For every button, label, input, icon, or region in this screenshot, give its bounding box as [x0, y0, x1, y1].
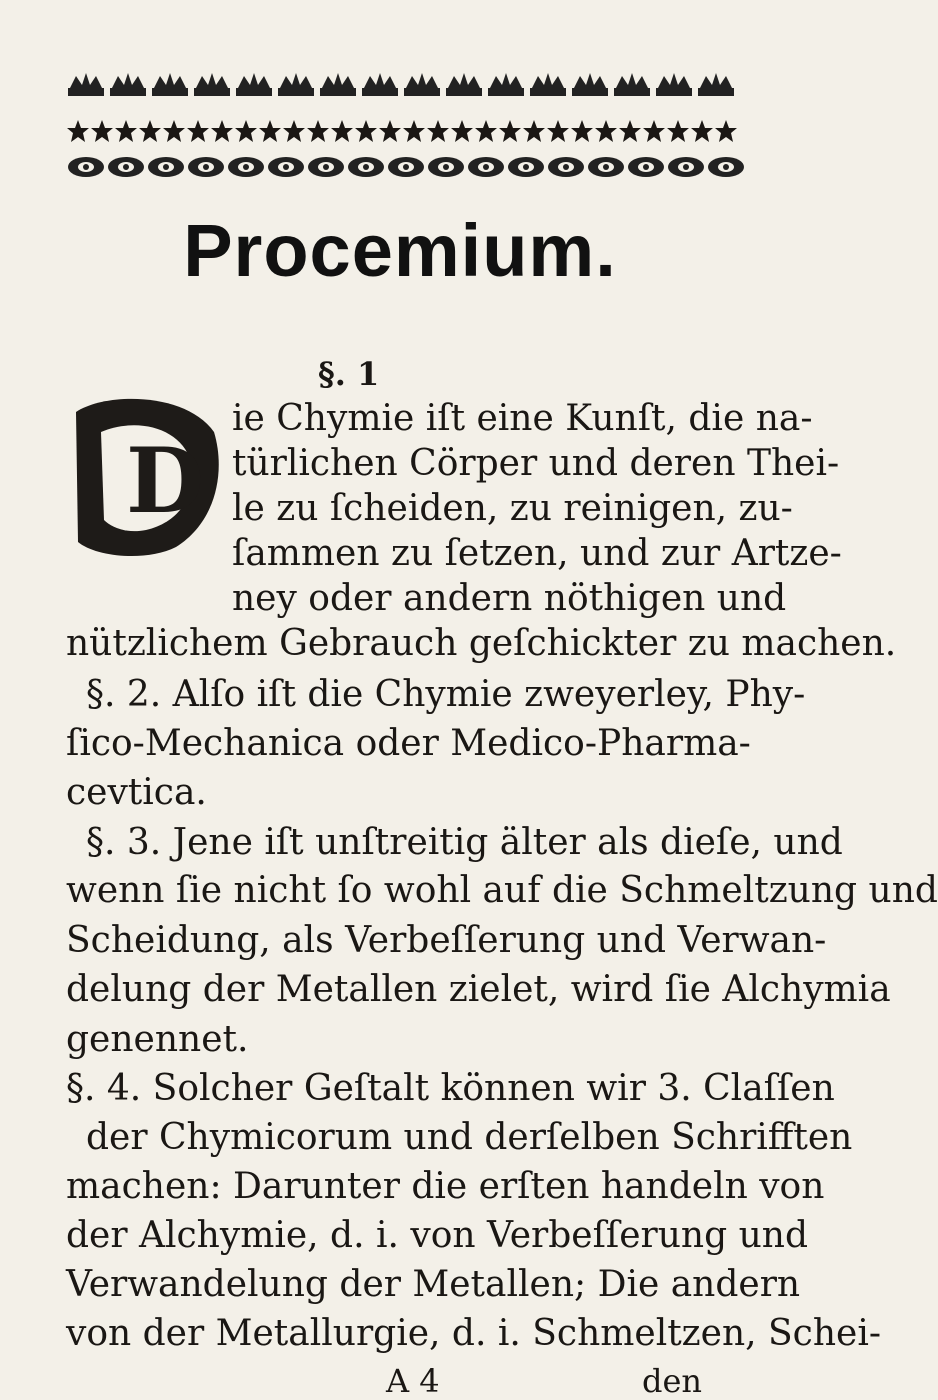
svg-text:D: D [126, 428, 205, 534]
text-line: ſico-Mechanica oder Medico-Pharma- [66, 723, 751, 764]
paragraph-3-line: §. 3. Jene iſt unſtreitig älter als dieſe, und [86, 822, 843, 863]
text-line: von der Metallurgie, d. i. Schmeltzen, Schei- [66, 1313, 882, 1354]
page-title: Procemium. [183, 209, 617, 292]
leaf-ornament-row [66, 152, 746, 182]
text-line: delung der Metallen zielet, wird ſie Alchymia [66, 969, 891, 1010]
text-line: ſammen zu ſetzen, und zur Artze- [232, 533, 842, 574]
text-line: der Alchymie, d. i. von Verbeſſerung und [66, 1215, 809, 1256]
paragraph-2-line: §. 2. Alſo iſt die Chymie zweyerley, Phy- [86, 674, 806, 715]
catchword: den [642, 1362, 703, 1400]
drop-cap-initial [66, 392, 224, 560]
text-line: nützlichem Gebrauch geſchickter zu machen. [66, 623, 897, 664]
text-line: türlichen Cörper und deren Thei- [232, 443, 840, 484]
text-line: Verwandelung der Metallen; Die andern [66, 1264, 801, 1305]
star-ornament-row [66, 118, 746, 146]
paragraph-4-line: §. 4. Solcher Geſtalt können wir 3. Claſſen [66, 1068, 835, 1109]
text-line: ney oder andern nöthigen und [232, 578, 787, 619]
text-line: machen: Darunter die erſten handeln von [66, 1166, 825, 1207]
text-line: cevtica. [66, 772, 207, 813]
crown-ornament-row [66, 70, 746, 100]
text-line: ie Chymie iſt eine Kunſt, die na- [232, 398, 813, 439]
text-line: wenn ſie nicht ſo wohl auf die Schmeltzung und [66, 870, 938, 911]
text-line: der Chymicorum und derſelben Schrifften [86, 1117, 853, 1158]
printer-signature: A 4 [386, 1362, 440, 1400]
text-line: Scheidung, als Verbeſſerung und Verwan- [66, 920, 827, 961]
text-line: genennet. [66, 1019, 249, 1060]
section-number: §. 1 [318, 355, 380, 393]
text-line: le zu ſcheiden, zu reinigen, zu- [232, 488, 793, 529]
